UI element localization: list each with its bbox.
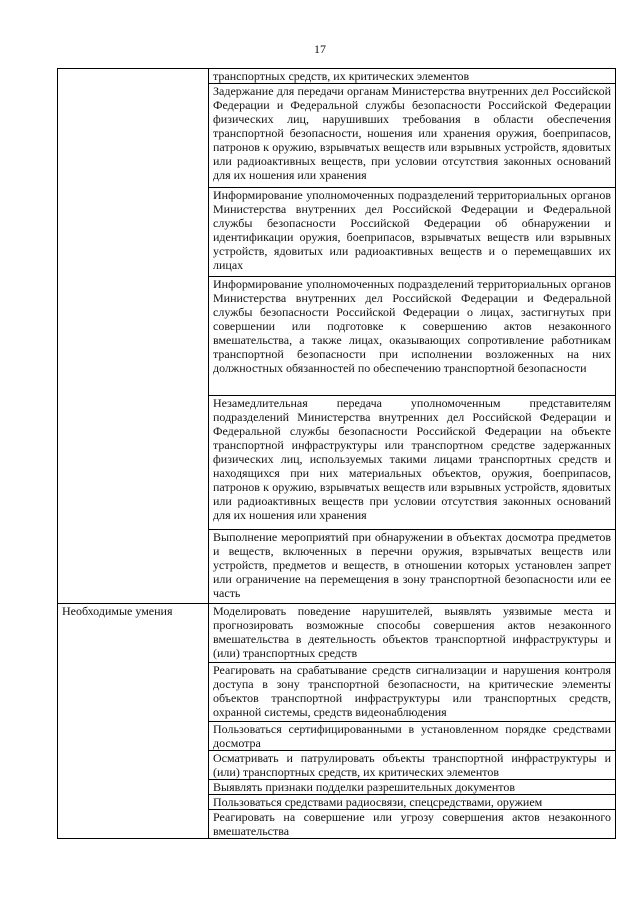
table-row xyxy=(58,69,616,84)
table-row xyxy=(58,604,616,663)
table-cell-right: Осматривать и патрулировать объекты транспортной инфраструктуры и (или) транспортных средств, их критических элементов xyxy=(209,751,616,780)
page-number: 17 xyxy=(314,42,326,56)
table-cell-right: Реагировать на совершение или угрозу совершения актов незаконного вмешательства xyxy=(209,810,616,839)
table-cell-right: Информирование уполномоченных подразделений территориальных органов Министерства внутренних дел Российской Федерации и Федеральной службы безопасности Российской Федерации о лицах, застигнутых при совершении или подготовке к совершению актов незаконного вмешательства, а также лицах, оказывающих сопротивление работникам транспортной безопасности при исполнении возложенных на них должностных обязанностей по обеспечению транспортной безопасности xyxy=(209,277,616,396)
table-cell-right: Информирование уполномоченных подразделений территориальных органов Министерства внутренних дел Российской Федерации и Федеральной службы безопасности Российской Федерации об обнаружении и идентификации оружия, боеприпасов, взрывчатых веществ или взрывных устройств, ядовитых или радиоактивных веществ и о перемещавших их лицах xyxy=(209,188,616,277)
table-cell-left: Необходимые умения xyxy=(58,604,209,839)
competency-table xyxy=(57,68,616,839)
table-cell-right: транспортных средств, их критических элементов xyxy=(209,69,616,84)
table-cell-right: Моделировать поведение нарушителей, выявлять уязвимые места и прогнозировать возможные способы совершения актов незаконного вмешательства в деятельность объектов транспортной инфраструктуры и (или) транспортных средств xyxy=(209,604,616,663)
table-cell-right: Задержание для передачи органам Министерства внутренних дел Российской Федерации и Федеральной службы безопасности Российской Федерации физических лиц, нарушивших требования в области обеспечения транспортной безопасности, ношения или хранения оружия, боеприпасов, патронов к оружию, взрывчатых веществ или взрывных устройств, ядовитых или радиоактивных веществ, при условии отсутствия законных оснований для их ношения или хранения xyxy=(209,84,616,188)
table-cell-right: Реагировать на срабатывание средств сигнализации и нарушения контроля доступа в зону транспортной безопасности, на критические элементы объектов транспортной инфраструктуры или транспортных средств, охранной системы, средств видеонаблюдения xyxy=(209,663,616,722)
table-cell-right: Выполнение мероприятий при обнаружении в объектах досмотра предметов и веществ, включенных в перечни оружия, взрывчатых веществ или устройств, предметов и веществ, в отношении которых установлен запрет или ограничение на перемещения в зону транспортной безопасности или ее часть xyxy=(209,530,616,604)
table-cell-left xyxy=(58,69,209,604)
table-cell-right: Пользоваться средствами радиосвязи, спецсредствами, оружием xyxy=(209,795,616,810)
table-cell-right: Выявлять признаки подделки разрешительных документов xyxy=(209,780,616,795)
table-cell-right: Пользоваться сертифицированными в установленном порядке средствами досмотра xyxy=(209,722,616,751)
table-cell-right: Незамедлительная передача уполномоченным представителям подразделений Министерства внутренних дел Российской Федерации и Федеральной службы безопасности Российской Федерации на объекте транспортной инфраструктуры или транспортном средстве задержанных физических лиц, используемых такими лицами транспортных средств и находящихся при них материальных объектов, оружия, боеприпасов, патронов к оружию, взрывчатых веществ или взрывных устройств, ядовитых или радиоактивных веществ при условии отсутствия законных оснований для их ношения или хранения xyxy=(209,396,616,530)
